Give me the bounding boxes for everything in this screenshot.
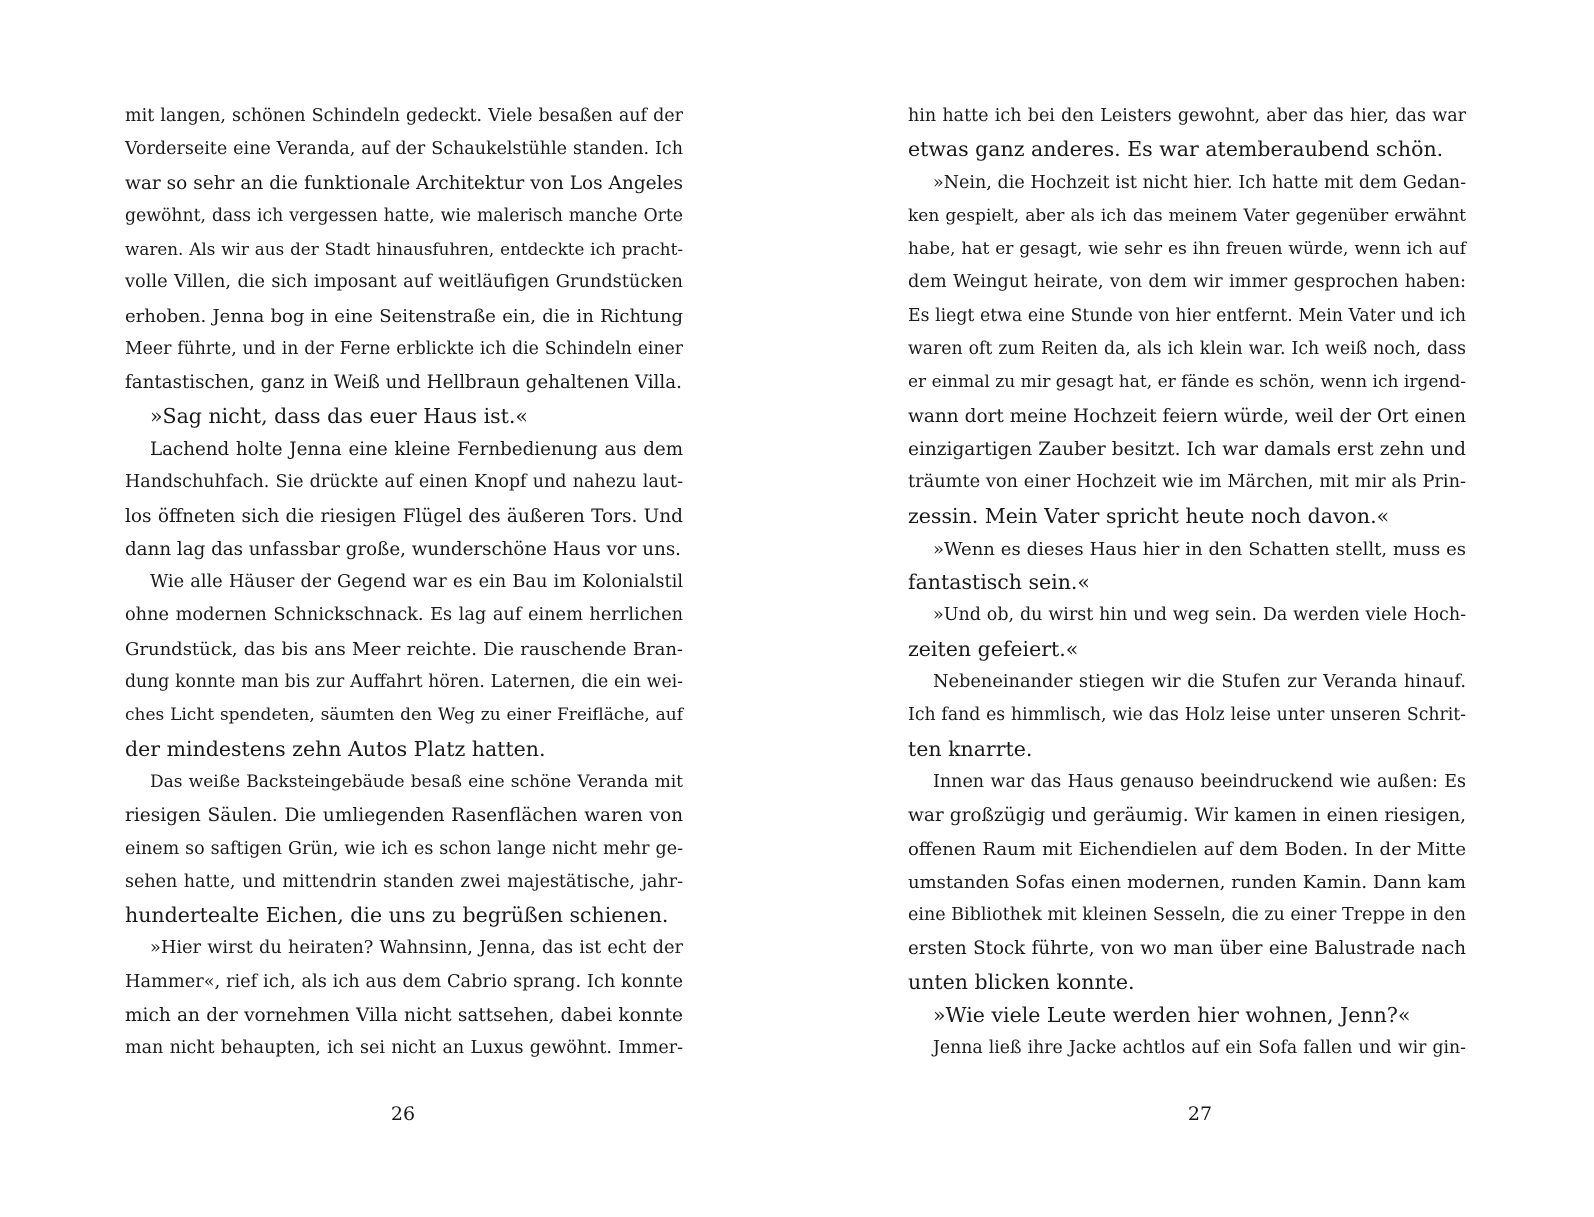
text-line: ersten Stock führte, von wo man über eine Balustrade nach xyxy=(908,938,1466,960)
right-page-number: 27 xyxy=(1187,1103,1213,1125)
text-line: Innen war das Haus genauso beeindruckend wie außen: Es xyxy=(933,771,1466,792)
text-line: ches Licht spendeten, säumten den Weg zu einer Freifläche, auf xyxy=(125,705,683,726)
text-line: einzigartigen Zauber besitzt. Ich war damals erst zehn und xyxy=(908,438,1466,460)
text-line: einem so saftigen Grün, wie ich es schon lange nicht mehr ge- xyxy=(125,838,683,859)
text-line: riesigen Säulen. Die umliegenden Rasenflächen waren von xyxy=(125,805,683,827)
text-line: ken gespielt, aber als ich das meinem Vater gegenüber erwähnt xyxy=(908,205,1466,226)
text-line: Ich fand es himmlisch, wie das Holz leise unter unseren Schrit- xyxy=(908,705,1466,726)
text-line: »Wenn es dieses Haus hier in den Schatten stellt, muss es xyxy=(933,538,1466,560)
text-line: man nicht behaupten, ich sei nicht an Luxus gewöhnt. Immer- xyxy=(125,1038,683,1059)
text-line: »Hier wirst du heiraten? Wahnsinn, Jenna, das ist echt der xyxy=(150,938,683,959)
text-line: der mindestens zehn Autos Platz hatten. xyxy=(125,736,546,761)
text-line: wann dort meine Hochzeit feiern würde, weil der Ort einen xyxy=(908,405,1466,427)
text-line: hin hatte ich bei den Leisters gewohnt, aber das hier, das war xyxy=(908,106,1466,126)
text-line: Wie alle Häuser der Gegend war es ein Bau im Kolonialstil xyxy=(150,572,683,593)
text-line: mich an der vornehmen Villa nicht sattsehen, dabei konnte xyxy=(125,1005,683,1027)
text-line: eine Bibliothek mit kleinen Sesseln, die zu einer Treppe in den xyxy=(908,905,1466,926)
text-line: fantastischen, ganz in Weiß und Hellbraun gehaltenen Villa. xyxy=(125,372,682,394)
right-page-text xyxy=(908,100,1466,1066)
text-line: umstanden Sofas einen modernen, runden Kamin. Dann kam xyxy=(908,871,1466,893)
text-line: zeiten gefeiert.« xyxy=(908,636,1079,661)
text-line: Handschuhfach. Sie drückte auf einen Knopf und nahezu laut- xyxy=(125,472,683,493)
text-line: träumte von einer Hochzeit wie im Märchen, mit mir als Prin- xyxy=(908,472,1466,493)
text-line: los öffneten sich die riesigen Flügel des äußeren Tors. Und xyxy=(125,505,683,527)
text-line: erhoben. Jenna bog in eine Seitenstraße ein, die in Richtung xyxy=(125,305,683,327)
text-line: gewöhnt, dass ich vergessen hatte, wie malerisch manche Orte xyxy=(125,205,683,226)
text-line: unten blicken konnte. xyxy=(908,969,1135,994)
text-line: Meer führte, und in der Ferne erblickte ich die Schindeln einer xyxy=(125,339,683,360)
text-line: Hammer«, rief ich, als ich aus dem Cabrio sprang. Ich konnte xyxy=(125,971,683,992)
text-line: Nebeneinander stiegen wir die Stufen zur Veranda hinauf. xyxy=(933,672,1466,693)
text-line: dung konnte man bis zur Auffahrt hören. Laternen, die ein wei- xyxy=(125,672,683,693)
text-line: ohne modernen Schnickschnack. Es lag auf einem herrlichen xyxy=(125,605,683,626)
text-line: »Und ob, du wirst hin und weg sein. Da werden viele Hoch- xyxy=(933,605,1466,626)
text-line: Lachend holte Jenna eine kleine Fernbedienung aus dem xyxy=(150,438,683,460)
text-line: waren. Als wir aus der Stadt hinausfuhren, entdeckte ich pracht- xyxy=(125,239,683,260)
text-line: Das weiße Backsteingebäude besaß eine schöne Veranda mit xyxy=(150,771,683,792)
left-page-text xyxy=(125,100,683,1066)
text-line: war so sehr an die funktionale Architektur von Los Angeles xyxy=(125,172,683,194)
text-line: er einmal zu mir gesagt hat, er fände es schön, wenn ich irgend- xyxy=(908,372,1466,393)
text-line: ten knarrte. xyxy=(908,736,1033,761)
text-line: habe, hat er gesagt, wie sehr es ihn freuen würde, wenn ich auf xyxy=(908,239,1466,260)
text-line: dem Weingut heirate, von dem wir immer gesprochen haben: xyxy=(908,272,1466,293)
text-line: »Wie viele Leute werden hier wohnen, Jenn?« xyxy=(933,1003,1411,1028)
text-line: zessin. Mein Vater spricht heute noch davon.« xyxy=(908,503,1390,528)
text-line: »Nein, die Hochzeit ist nicht hier. Ich hatte mit dem Gedan- xyxy=(933,172,1466,193)
text-line: Es liegt etwa eine Stunde von hier entfernt. Mein Vater und ich xyxy=(908,305,1466,326)
text-line: Vorderseite eine Veranda, auf der Schaukelstühle standen. Ich xyxy=(125,139,683,160)
text-line: war großzügig und geräumig. Wir kamen in einen riesigen, xyxy=(908,805,1466,827)
text-line: Grundstück, das bis ans Meer reichte. Die rauschende Bran- xyxy=(125,638,683,660)
text-line: mit langen, schönen Schindeln gedeckt. Viele besaßen auf der xyxy=(125,106,683,126)
text-line: dann lag das unfassbar große, wunderschöne Haus vor uns. xyxy=(125,538,681,560)
text-line: etwas ganz anderes. Es war atemberaubend schön. xyxy=(908,137,1444,162)
text-line: hundertealte Eichen, die uns zu begrüßen schienen. xyxy=(125,903,669,928)
text-line: waren oft zum Reiten da, als ich klein war. Ich weiß noch, dass xyxy=(908,339,1466,360)
text-line: volle Villen, die sich imposant auf weitläufigen Grundstücken xyxy=(125,272,683,293)
left-page-number: 26 xyxy=(390,1103,416,1125)
text-line: sehen hatte, und mittendrin standen zwei majestätische, jahr- xyxy=(125,871,683,892)
text-line: »Sag nicht, dass das euer Haus ist.« xyxy=(150,403,528,428)
text-line: Jenna ließ ihre Jacke achtlos auf ein Sofa fallen und wir gin- xyxy=(933,1038,1466,1059)
text-line: fantastisch sein.« xyxy=(908,570,1090,595)
text-line: offenen Raum mit Eichendielen auf dem Boden. In der Mitte xyxy=(908,838,1466,860)
